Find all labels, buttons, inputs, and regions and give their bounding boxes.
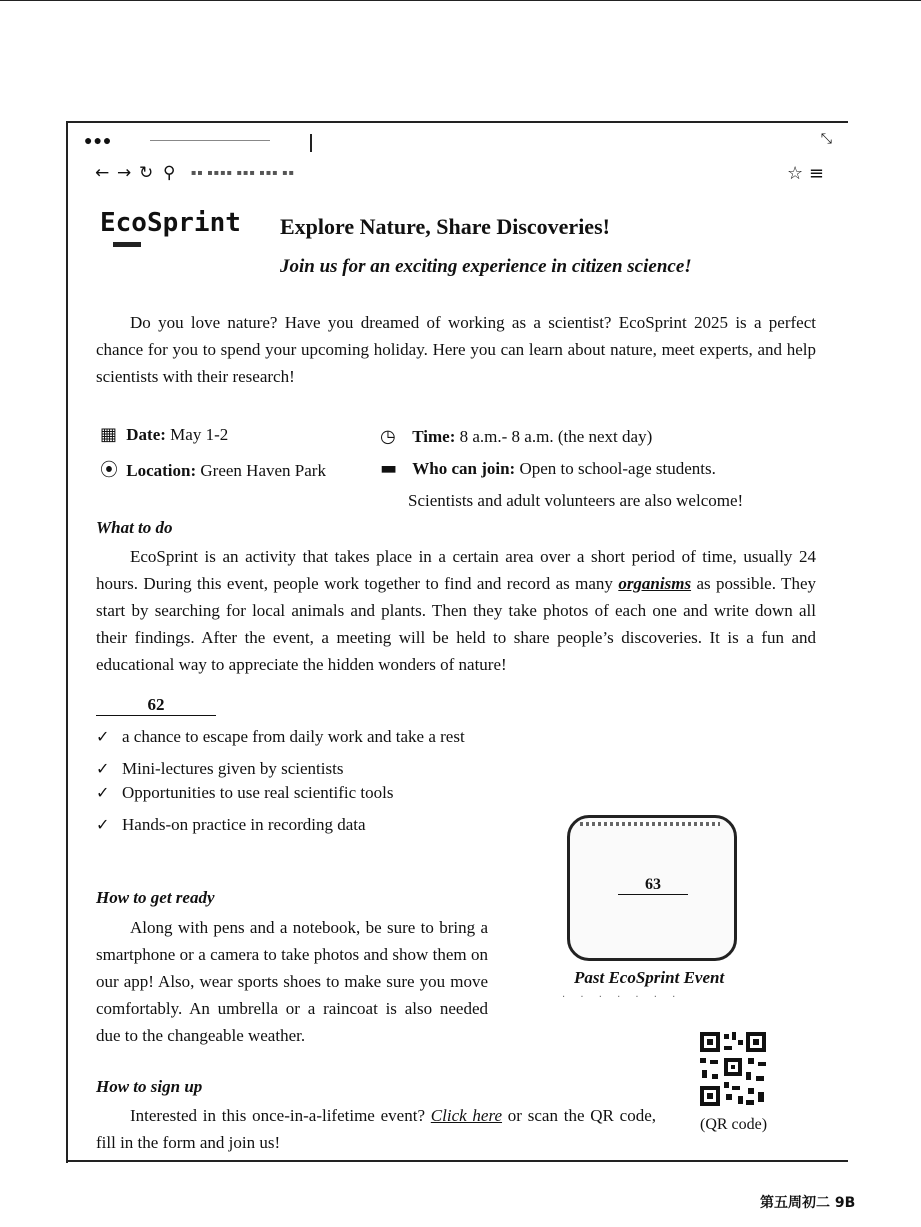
star-bookmark-icon[interactable]: ☆	[787, 163, 804, 184]
get-ready-paragraph: Along with pens and a notebook, be sure to bring a smartphone or a camera to take photos and show them on our app! Also, wear sports shoes to make sure you move comfortably. An umbrella or a raincoat is also needed due to the changeable weather.	[96, 918, 488, 1045]
blank-62: 62	[96, 695, 216, 716]
tab-divider	[150, 140, 270, 141]
page-headline: Explore Nature, Share Discoveries!	[280, 214, 610, 239]
how-to-sign-up-title: How to sign up	[96, 1077, 203, 1096]
location-line	[100, 456, 326, 482]
who-value: Open to school-age students.	[519, 459, 716, 478]
clock-icon: ◷	[380, 426, 396, 447]
qr-code-label: (QR code)	[700, 1116, 768, 1133]
sign-up-paragraph	[96, 1102, 656, 1156]
who-extra: Scientists and adult volunteers are also welcome!	[408, 491, 744, 510]
location-pin-icon: ⦿	[100, 460, 118, 481]
check-icon: ✓	[96, 727, 110, 746]
benefit-item-1	[96, 727, 465, 747]
page-subheadline: Join us for an exciting experience in citizen science!	[280, 256, 692, 277]
blank-63: 63	[618, 876, 688, 895]
check-icon: ✓	[96, 815, 110, 834]
calendar-icon: ▦	[100, 424, 118, 445]
check-icon: ✓	[96, 783, 110, 802]
signup-text-part1: Interested in this once-in-a-lifetime event?	[130, 1106, 431, 1125]
what-text-part2: as possible. They start by searching for local animals and plants. Then they take photos of each one and write down all their findings. After the event, a meeting will be held to share people’s discoveries. It is a fun and educational way to appreciate the hidden wonders of nature!	[96, 574, 816, 674]
who-line	[380, 458, 716, 479]
qr-code[interactable]	[698, 1030, 768, 1108]
time-label: Time:	[412, 427, 456, 446]
time-value: 8 a.m.- 8 a.m. (the next day)	[459, 427, 653, 446]
page-footer: 第五周初二 9B	[760, 1195, 856, 1211]
logo-badge	[113, 242, 141, 247]
date-line	[100, 424, 228, 445]
date-label: Date:	[126, 425, 166, 444]
what-to-do-paragraph	[96, 543, 816, 678]
who-label: Who can join:	[412, 459, 516, 478]
benefit-item-2	[96, 759, 343, 779]
how-to-get-ready-title: How to get ready	[96, 888, 215, 907]
browser-tab-bar	[80, 130, 840, 158]
photo-caption: Past EcoSprint Event	[574, 968, 725, 987]
back-arrow-icon[interactable]: ←	[95, 163, 110, 183]
date-value: May 1-2	[170, 425, 229, 444]
intro-paragraph: Do you love nature? Have you dreamed of working as a scientist? EcoSprint 2025 is a perfect chance for you to spend your upcoming holiday. Here you can learn about nature, meet experts, and help scientists with their research!	[96, 313, 816, 386]
address-bar[interactable]: ▪▪ ▪▪▪▪ ▪▪▪ ▪▪▪ ▪▪	[191, 168, 296, 177]
page-top-edge	[0, 0, 921, 1]
benefit-item-3	[96, 783, 393, 803]
browser-controls	[787, 163, 824, 184]
organisms-word: organisms	[618, 574, 692, 593]
past-event-photo-frame	[567, 815, 737, 961]
window-dots-icon: ●●●	[84, 134, 113, 149]
benefit-text: Opportunities to use real scientific tools	[122, 783, 394, 802]
benefit-item-4	[96, 815, 366, 835]
frame-bottom-border	[66, 1160, 848, 1162]
benefit-text: Mini-lectures given by scientists	[122, 759, 344, 778]
signup-text-part2: or scan the QR code, fill in the form and join us!	[96, 1106, 657, 1152]
resize-corner-icon[interactable]: ⤡	[820, 132, 832, 147]
menu-icon[interactable]: ≡	[808, 163, 824, 184]
check-icon: ✓	[96, 759, 110, 778]
photo-top-strip	[580, 822, 720, 826]
search-icon[interactable]: ⚲	[163, 163, 176, 183]
tab-edge	[310, 134, 324, 152]
what-to-do-title: What to do	[96, 518, 173, 537]
click-here-link[interactable]: Click here	[430, 1106, 503, 1125]
ecosprint-logo: EcoSprint	[100, 208, 241, 238]
location-value: Green Haven Park	[200, 461, 326, 480]
location-label: Location:	[126, 461, 197, 480]
browser-toolbar	[95, 163, 830, 189]
reload-icon[interactable]: ↻	[139, 163, 154, 183]
frame-top-border	[66, 121, 848, 123]
benefit-text: Hands-on practice in recording data	[122, 815, 366, 834]
frame-left-border	[66, 121, 68, 1163]
forward-arrow-icon[interactable]: →	[117, 163, 132, 183]
benefit-text: a chance to escape from daily work and take a rest	[122, 727, 465, 746]
person-icon: ▬	[380, 458, 398, 479]
time-line	[380, 426, 652, 447]
scan-noise: · · · · · · ·	[562, 992, 682, 1003]
what-text-part1: EcoSprint is an activity that takes place in a certain area over a short period of time, usually 24 hours. During this event, people work together to find and record as many	[96, 547, 816, 593]
